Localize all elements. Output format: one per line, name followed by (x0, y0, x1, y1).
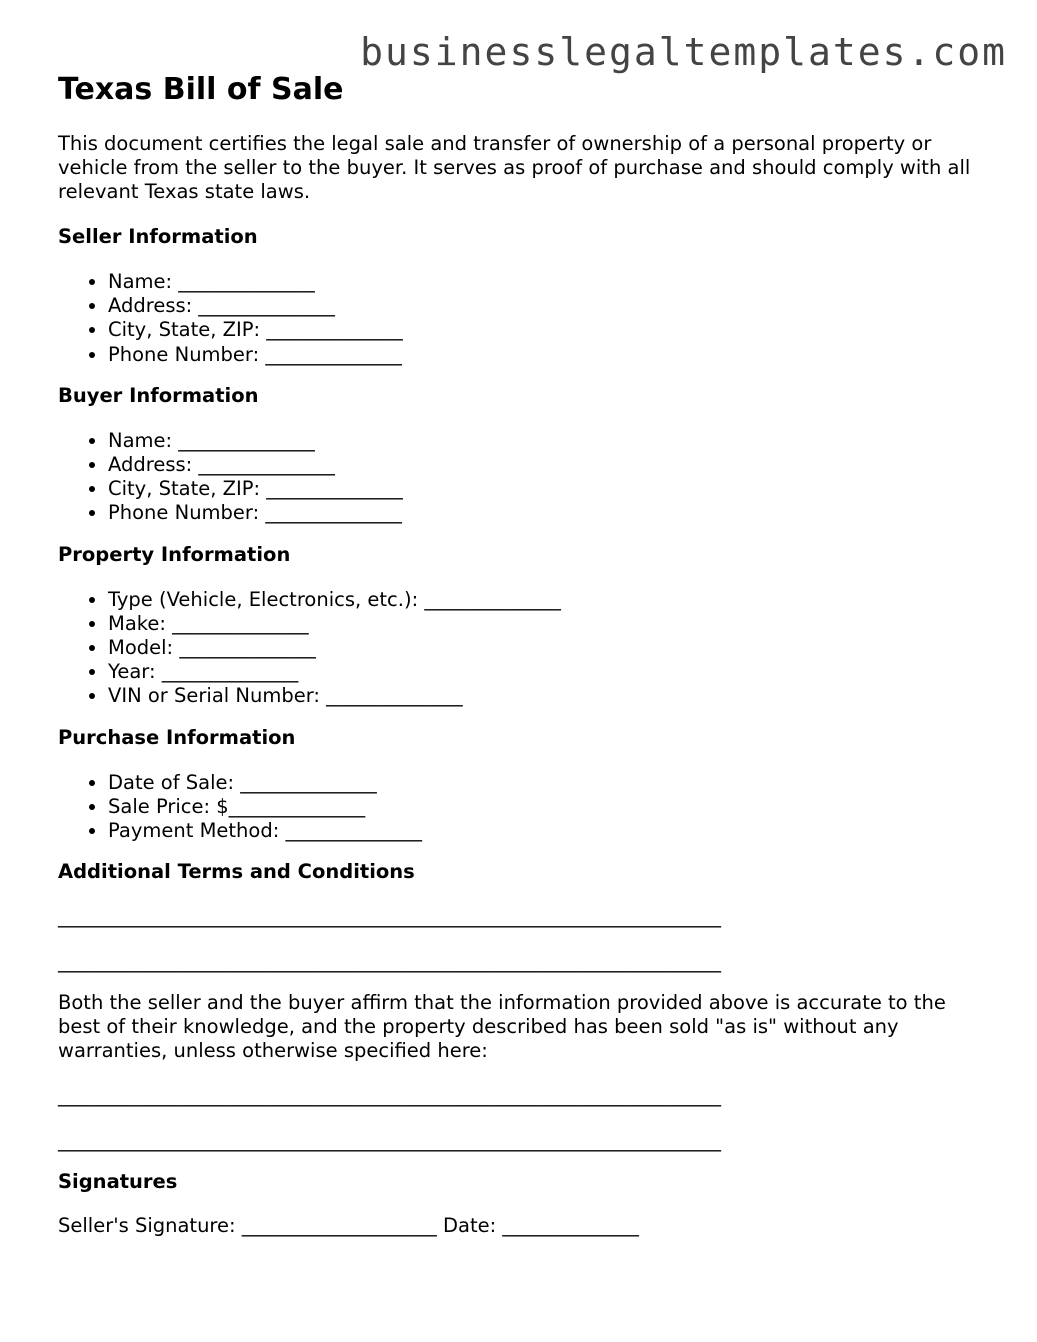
document-page (58, 70, 988, 1238)
property-type-field: • Type (Vehicle, Electronics, etc.): ______________ (108, 588, 988, 612)
affirmation-paragraph: Both the seller and the buyer affirm that the information provided above is accurate to the best of their knowledge, and the property described has been sold "as is" without any warranties, unless otherwise specified here: (58, 991, 946, 1063)
purchase-price-field: • Sale Price: $______________ (108, 795, 988, 819)
seller-signature-line: Seller's Signature: ____________________ Date: ______________ (58, 1214, 639, 1238)
seller-heading: Seller Information (58, 225, 258, 248)
seller-address-field: • Address: ______________ (108, 294, 988, 318)
property-year-field: • Year: ______________ (108, 660, 988, 684)
purchase-date-field: • Date of Sale: ______________ (108, 771, 988, 795)
property-vin-field: • VIN or Serial Number: ______________ (108, 684, 988, 708)
document-title: Texas Bill of Sale (58, 72, 344, 107)
purchase-list (58, 771, 988, 844)
seller-name-field: • Name: ______________ (108, 270, 988, 294)
buyer-phone-field: • Phone Number: ______________ (108, 501, 988, 525)
terms-heading: Additional Terms and Conditions (58, 860, 415, 884)
seller-list (58, 270, 988, 367)
buyer-address-field: • Address: ______________ (108, 453, 988, 477)
signatures-heading: Signatures (58, 1170, 178, 1194)
buyer-list (58, 429, 988, 526)
terms-blank-line: ____________________________________________________________________ (58, 950, 721, 974)
seller-phone-field: • Phone Number: ______________ (108, 343, 988, 367)
property-make-field: • Make: ______________ (108, 612, 988, 636)
warranty-blank-line: ____________________________________________________________________ (58, 1129, 721, 1153)
warranty-blank-line: ____________________________________________________________________ (58, 1084, 721, 1108)
terms-blank-line: ____________________________________________________________________ (58, 905, 721, 929)
intro-paragraph: This document certifies the legal sale and transfer of ownership of a personal property or vehicle from the seller to the buyer. It serves as proof of purchase and should comply with all relevant Texas state laws. (58, 132, 971, 203)
buyer-city-state-zip-field: • City, State, ZIP: ______________ (108, 477, 988, 501)
buyer-name-field: • Name: ______________ (108, 429, 988, 453)
buyer-heading: Buyer Information (58, 383, 259, 407)
property-heading: Property Information (58, 542, 291, 566)
purchase-heading: Purchase Information (58, 725, 296, 749)
property-model-field: • Model: ______________ (108, 636, 988, 660)
seller-city-state-zip-field: • City, State, ZIP: ______________ (108, 318, 988, 342)
watermark-text: businesslegaltemplates.com (360, 30, 1007, 74)
purchase-payment-method-field: • Payment Method: ______________ (108, 819, 988, 843)
property-list (58, 588, 988, 709)
